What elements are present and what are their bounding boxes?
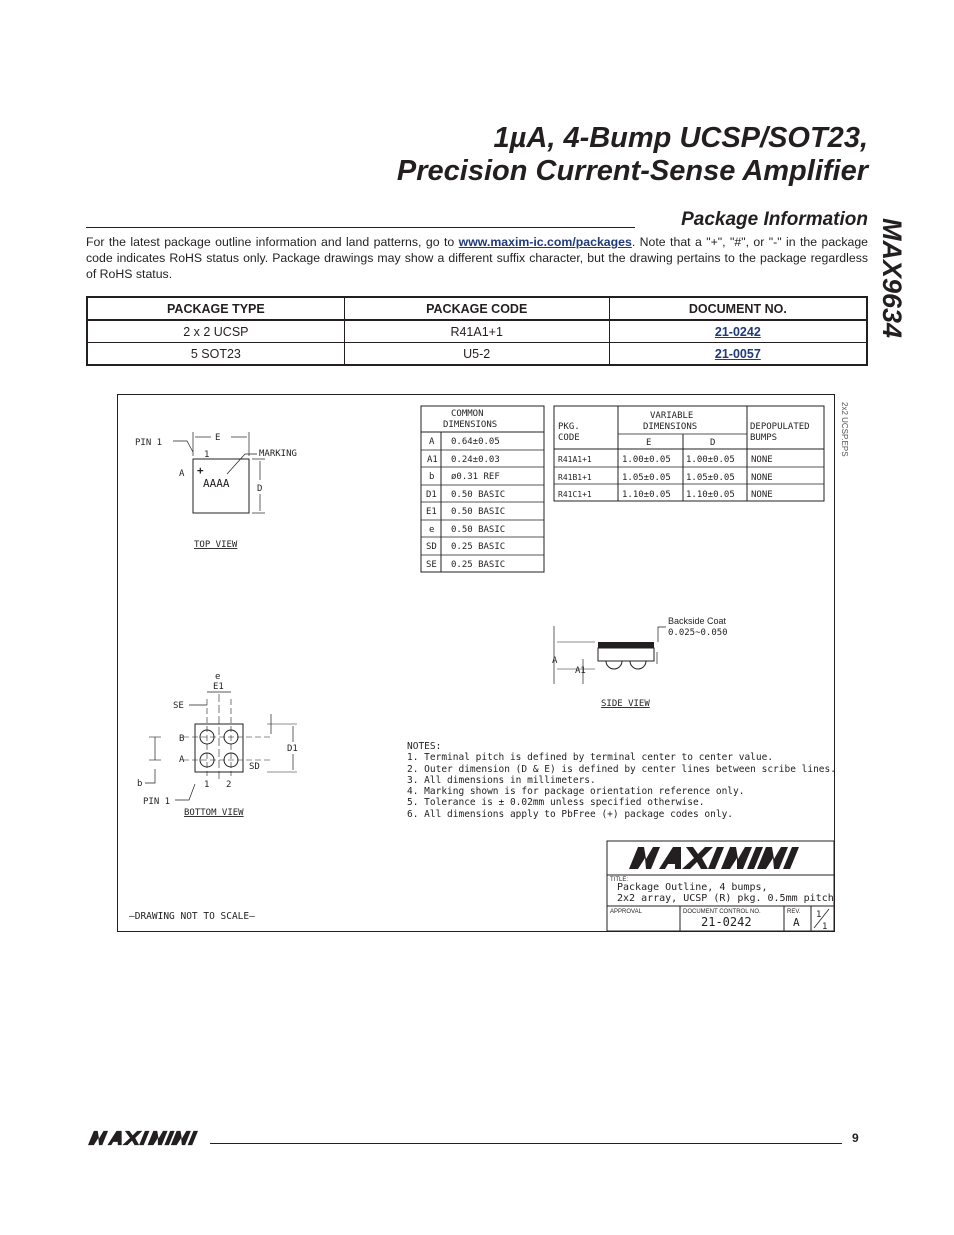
packages-link[interactable]: www.maxim-ic.com/packages <box>458 235 632 249</box>
header-package-type: PACKAGE TYPE <box>87 297 344 320</box>
cell-document-no <box>609 343 867 366</box>
common-row-label: E1 <box>426 507 437 517</box>
note-line: 1. Terminal pitch is defined by terminal center to center value. <box>407 752 774 763</box>
section-rule <box>86 227 635 228</box>
doc-control-label: DOCUMENT CONTROL NO. <box>683 909 761 915</box>
top-marking-text: AAAA <box>203 477 230 490</box>
doc-control-number: 21-0242 <box>701 915 752 929</box>
top-e-label: E <box>215 433 221 443</box>
common-row-value: 0.64±0.05 <box>451 437 500 447</box>
common-row-label: A <box>429 437 435 447</box>
variable-header-line2: DIMENSIONS <box>643 422 698 432</box>
drawing-file-tag: 2x2 UCSP.EPS <box>840 402 849 457</box>
note-line: 6. All dimensions apply to PbFree (+) package codes only. <box>407 809 734 820</box>
sheet-number: 1 <box>816 910 822 920</box>
bottom-b-label: b <box>137 779 143 789</box>
rev-value: A <box>793 916 800 929</box>
side-a-label: A <box>552 656 558 666</box>
pkg-code-header-line1: PKG. <box>558 422 580 432</box>
common-row-label: b <box>429 472 435 482</box>
common-row-label: D1 <box>426 490 437 500</box>
common-header-line2: DIMENSIONS <box>443 420 498 430</box>
common-row-value: 0.25 BASIC <box>451 542 506 552</box>
common-dimensions-table <box>421 406 544 572</box>
die-body <box>598 648 654 661</box>
side-view-caption: SIDE VIEW <box>601 699 650 709</box>
variable-row-d: 1.05±0.05 <box>686 473 735 483</box>
title-field-label: TITLE: <box>610 877 629 883</box>
title-block-line2: 2x2 array, UCSP (R) pkg. 0.5mm pitch <box>617 893 834 904</box>
common-row-label: e <box>429 525 435 535</box>
bottom-se-label: SE <box>173 701 184 711</box>
backside-coat <box>598 642 654 648</box>
sheet-total: 1 <box>822 922 828 932</box>
bottom-e1-label: E1 <box>213 682 224 692</box>
common-row-label: SE <box>426 560 437 570</box>
variable-row-d: 1.10±0.05 <box>686 490 735 500</box>
top-pin1-label: PIN 1 <box>135 438 163 448</box>
common-row-value: 0.50 BASIC <box>451 525 506 535</box>
maxim-footer-logo <box>88 1130 198 1146</box>
top-one-label: 1 <box>204 450 210 460</box>
title-block <box>607 841 834 932</box>
top-view-caption: TOP VIEW <box>194 540 238 550</box>
bottom-col1-label: 1 <box>204 780 210 790</box>
note-line: 3. All dimensions in millimeters. <box>407 775 596 786</box>
bottom-e-label: e <box>215 672 221 682</box>
depopulated-header-line1: DEPOPULATED <box>750 422 810 432</box>
title-line-2: Precision Current-Sense Amplifier <box>396 155 868 187</box>
bottom-d1-label: D1 <box>287 744 298 754</box>
common-row-value: 0.50 BASIC <box>451 490 506 500</box>
bottom-col2-label: 2 <box>226 780 232 790</box>
variable-row-code: R41A1+1 <box>558 455 592 464</box>
note-line: 5. Tolerance is ± 0.02mm unless specified otherwise. <box>407 797 705 808</box>
common-row-value: 0.24±0.03 <box>451 455 500 465</box>
intro-text-before: For the latest package outline information and land patterns, go to <box>86 235 459 249</box>
common-row-value: 0.25 BASIC <box>451 560 506 570</box>
bottom-sd-label: SD <box>249 762 260 772</box>
footer-rule <box>210 1143 842 1144</box>
approval-label: APPROVAL <box>610 909 642 915</box>
document-link[interactable]: 21-0242 <box>714 324 761 339</box>
bottom-pin1-label: PIN 1 <box>143 797 171 807</box>
note-line: NOTES: <box>407 741 442 752</box>
side-a1-label: A1 <box>575 666 586 676</box>
variable-row-e: 1.00±0.05 <box>622 455 671 465</box>
table-row <box>87 320 867 343</box>
variable-header-line1: VARIABLE <box>650 411 694 421</box>
intro-paragraph <box>86 234 868 282</box>
pkg-code-header-line2: CODE <box>558 433 580 443</box>
depopulated-header-line2: BUMPS <box>750 433 778 443</box>
variable-row-bumps: NONE <box>751 455 773 465</box>
table-header-row <box>87 297 867 320</box>
drawing-notes <box>407 741 836 820</box>
backside-coat-label: Backside Coat <box>668 616 727 626</box>
variable-row-bumps: NONE <box>751 473 773 483</box>
bottom-row-b-label: B <box>179 734 185 744</box>
top-d-label: D <box>257 484 263 494</box>
common-row-value: ø0.31 REF <box>451 472 500 482</box>
side-part-number <box>877 216 917 376</box>
package-drawing <box>117 394 849 932</box>
bottom-view-caption: BOTTOM VIEW <box>184 808 244 818</box>
top-marking-label: MARKING <box>259 449 297 459</box>
note-line: 4. Marking shown is for package orientation reference only. <box>407 786 745 797</box>
variable-row-d: 1.00±0.05 <box>686 455 735 465</box>
cell-package-type: 5 SOT23 <box>87 343 344 366</box>
cell-package-code: U5-2 <box>344 343 609 366</box>
common-row-label: A1 <box>427 455 438 465</box>
variable-row-code: R41C1+1 <box>558 490 592 499</box>
variable-row-bumps: NONE <box>751 490 773 500</box>
title-line-1: 1µA, 4-Bump UCSP/SOT23, <box>493 122 868 154</box>
package-table <box>86 296 868 366</box>
cell-package-code: R41A1+1 <box>344 320 609 343</box>
common-header-line1: COMMON <box>451 409 484 419</box>
section-title: Package Information <box>681 209 868 230</box>
side-part-text: MAX9634 <box>877 218 907 339</box>
document-link[interactable]: 21-0057 <box>714 346 761 361</box>
cell-package-type: 2 x 2 UCSP <box>87 320 344 343</box>
intro-text-after: . Note that a "+", "#", or "-" in the package code indicates RoHS status only. Package drawings may show a different suffix character, but the drawing pertains to the package regardless of RoHS status. <box>86 235 869 281</box>
common-row-label: SD <box>426 542 437 552</box>
variable-e-header: E <box>646 438 652 448</box>
common-row-value: 0.50 BASIC <box>451 507 506 517</box>
backside-coat-value: 0.025~0.050 <box>668 628 728 638</box>
title-block-line1: Package Outline, 4 bumps, <box>617 882 768 893</box>
rev-label: REV. <box>787 909 801 915</box>
cell-document-no <box>609 320 867 343</box>
side-view <box>552 616 728 709</box>
bottom-view <box>137 672 298 818</box>
variable-row-e: 1.10±0.05 <box>622 490 671 500</box>
top-a-label: A <box>179 469 185 479</box>
header-document-no: DOCUMENT NO. <box>609 297 867 320</box>
variable-dimensions-table <box>554 406 824 501</box>
header-package-code: PACKAGE CODE <box>344 297 609 320</box>
variable-row-e: 1.05±0.05 <box>622 473 671 483</box>
note-line: 2. Outer dimension (D & E) is defined by center lines between scribe lines. <box>407 764 836 775</box>
not-to-scale-note: —DRAWING NOT TO SCALE— <box>129 911 255 922</box>
top-view <box>135 432 297 550</box>
variable-d-header: D <box>710 438 716 448</box>
bottom-row-a-label: A <box>179 755 185 765</box>
pin1-plus-icon: + <box>197 464 204 477</box>
variable-row-code: R41B1+1 <box>558 473 592 482</box>
maxim-logo <box>629 847 799 869</box>
table-row <box>87 343 867 366</box>
page-number: 9 <box>852 1131 859 1145</box>
